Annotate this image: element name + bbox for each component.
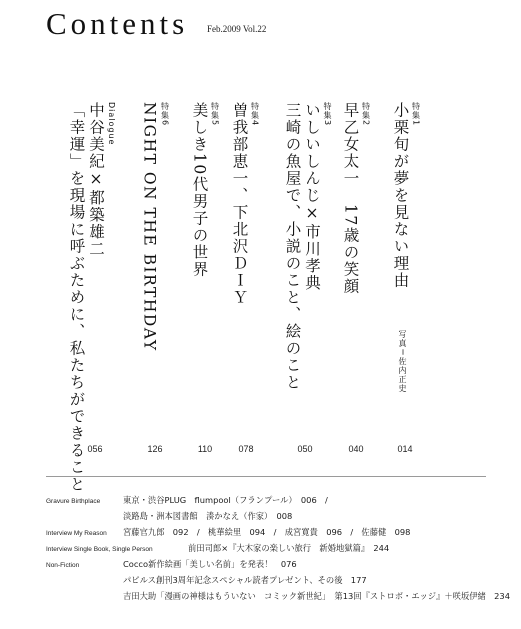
feature-headline: 美しき10代男子の世界 <box>190 102 209 278</box>
list-text: 前田司郎×『大木家の楽しい旅行 新婚地獄篇』 244 <box>188 543 390 553</box>
feature-headline: 三崎の魚屋で、小説のこと、絵のこと <box>283 102 302 391</box>
list-item[interactable] <box>46 590 516 606</box>
feature-headline: 中谷美紀×都築雄二 <box>87 102 105 258</box>
feature-label: 特集3 <box>323 102 332 127</box>
feature-1[interactable] <box>392 102 420 289</box>
list-item[interactable] <box>46 574 516 590</box>
feature-headline: NIGHT ON THE BIRTHDAY <box>140 102 159 352</box>
list-category: Gravure Birthplace <box>46 498 101 505</box>
feature-4[interactable] <box>231 102 259 306</box>
page-number: 056 <box>87 444 103 454</box>
photo-credit: 写真＝佐内正史 <box>398 330 407 393</box>
feature-label: 特集6 <box>160 102 170 127</box>
list-text: 吉田大助「漫画の神様はもういない コミック新世紀」 第13回『ストロボ・エッジ』＋咲坂伊緒 234 <box>123 591 510 601</box>
page-title: Contents <box>46 6 189 41</box>
list-text: 宮藤官九郎 092 / 桃華絵里 094 / 成宮寛貴 096 / 佐藤健 098 <box>123 527 411 537</box>
feature-2[interactable] <box>342 102 370 295</box>
list-text: Cocco新作絵画「美しい名前」を発表！ 076 <box>123 559 297 569</box>
article-list <box>46 494 516 606</box>
list-text: 淡路島・洲本図書館 湊かなえ（作家） 008 <box>123 511 293 521</box>
feature-3[interactable] <box>284 102 331 391</box>
feature-headline: 小栗旬が夢を見ない理由 <box>391 102 410 289</box>
list-item[interactable] <box>46 542 516 558</box>
page-number: 126 <box>147 444 163 454</box>
list-text: 東京・渋谷PLUG flumpool（フランプール） 006 / <box>123 495 328 505</box>
feature-headline: 早乙女太一 17歳の笑顔 <box>341 102 360 295</box>
feature-5[interactable] <box>191 102 219 278</box>
list-category: Interview My Reason <box>46 530 107 537</box>
list-item[interactable] <box>46 510 516 526</box>
list-text: パピルス創刊3周年記念スペシャル読者プレゼント、その後 177 <box>123 575 367 585</box>
feature-label: 特集1 <box>411 102 421 127</box>
list-item[interactable] <box>46 526 516 542</box>
page-number: 050 <box>297 444 313 454</box>
list-category: Non-Fiction <box>46 562 80 569</box>
list-item[interactable] <box>46 494 516 510</box>
page-number: 078 <box>238 444 254 454</box>
feature-label: 特集2 <box>361 102 371 127</box>
list-item[interactable] <box>46 558 516 574</box>
page-number: 014 <box>397 444 413 454</box>
feature-headline: 曽我部恵一、下北沢ＤＩＹ <box>230 102 249 306</box>
divider <box>46 476 486 477</box>
feature-headline: いしいしんじ×市川孝典 <box>303 102 321 292</box>
feature-headline: 「幸運」を現場に呼ぶために、私たちができること <box>67 102 86 493</box>
dialogue[interactable] <box>68 102 115 493</box>
page-number: 110 <box>197 444 213 454</box>
feature-6[interactable] <box>141 102 169 352</box>
feature-label: 特集5 <box>210 102 220 127</box>
list-category: Interview Single Book, Single Person <box>46 546 153 553</box>
page-number: 040 <box>348 444 364 454</box>
issue-info: Feb.2009 Vol.22 <box>207 24 267 34</box>
feature-label: Dialogue <box>107 102 116 146</box>
feature-label: 特集4 <box>250 102 260 127</box>
